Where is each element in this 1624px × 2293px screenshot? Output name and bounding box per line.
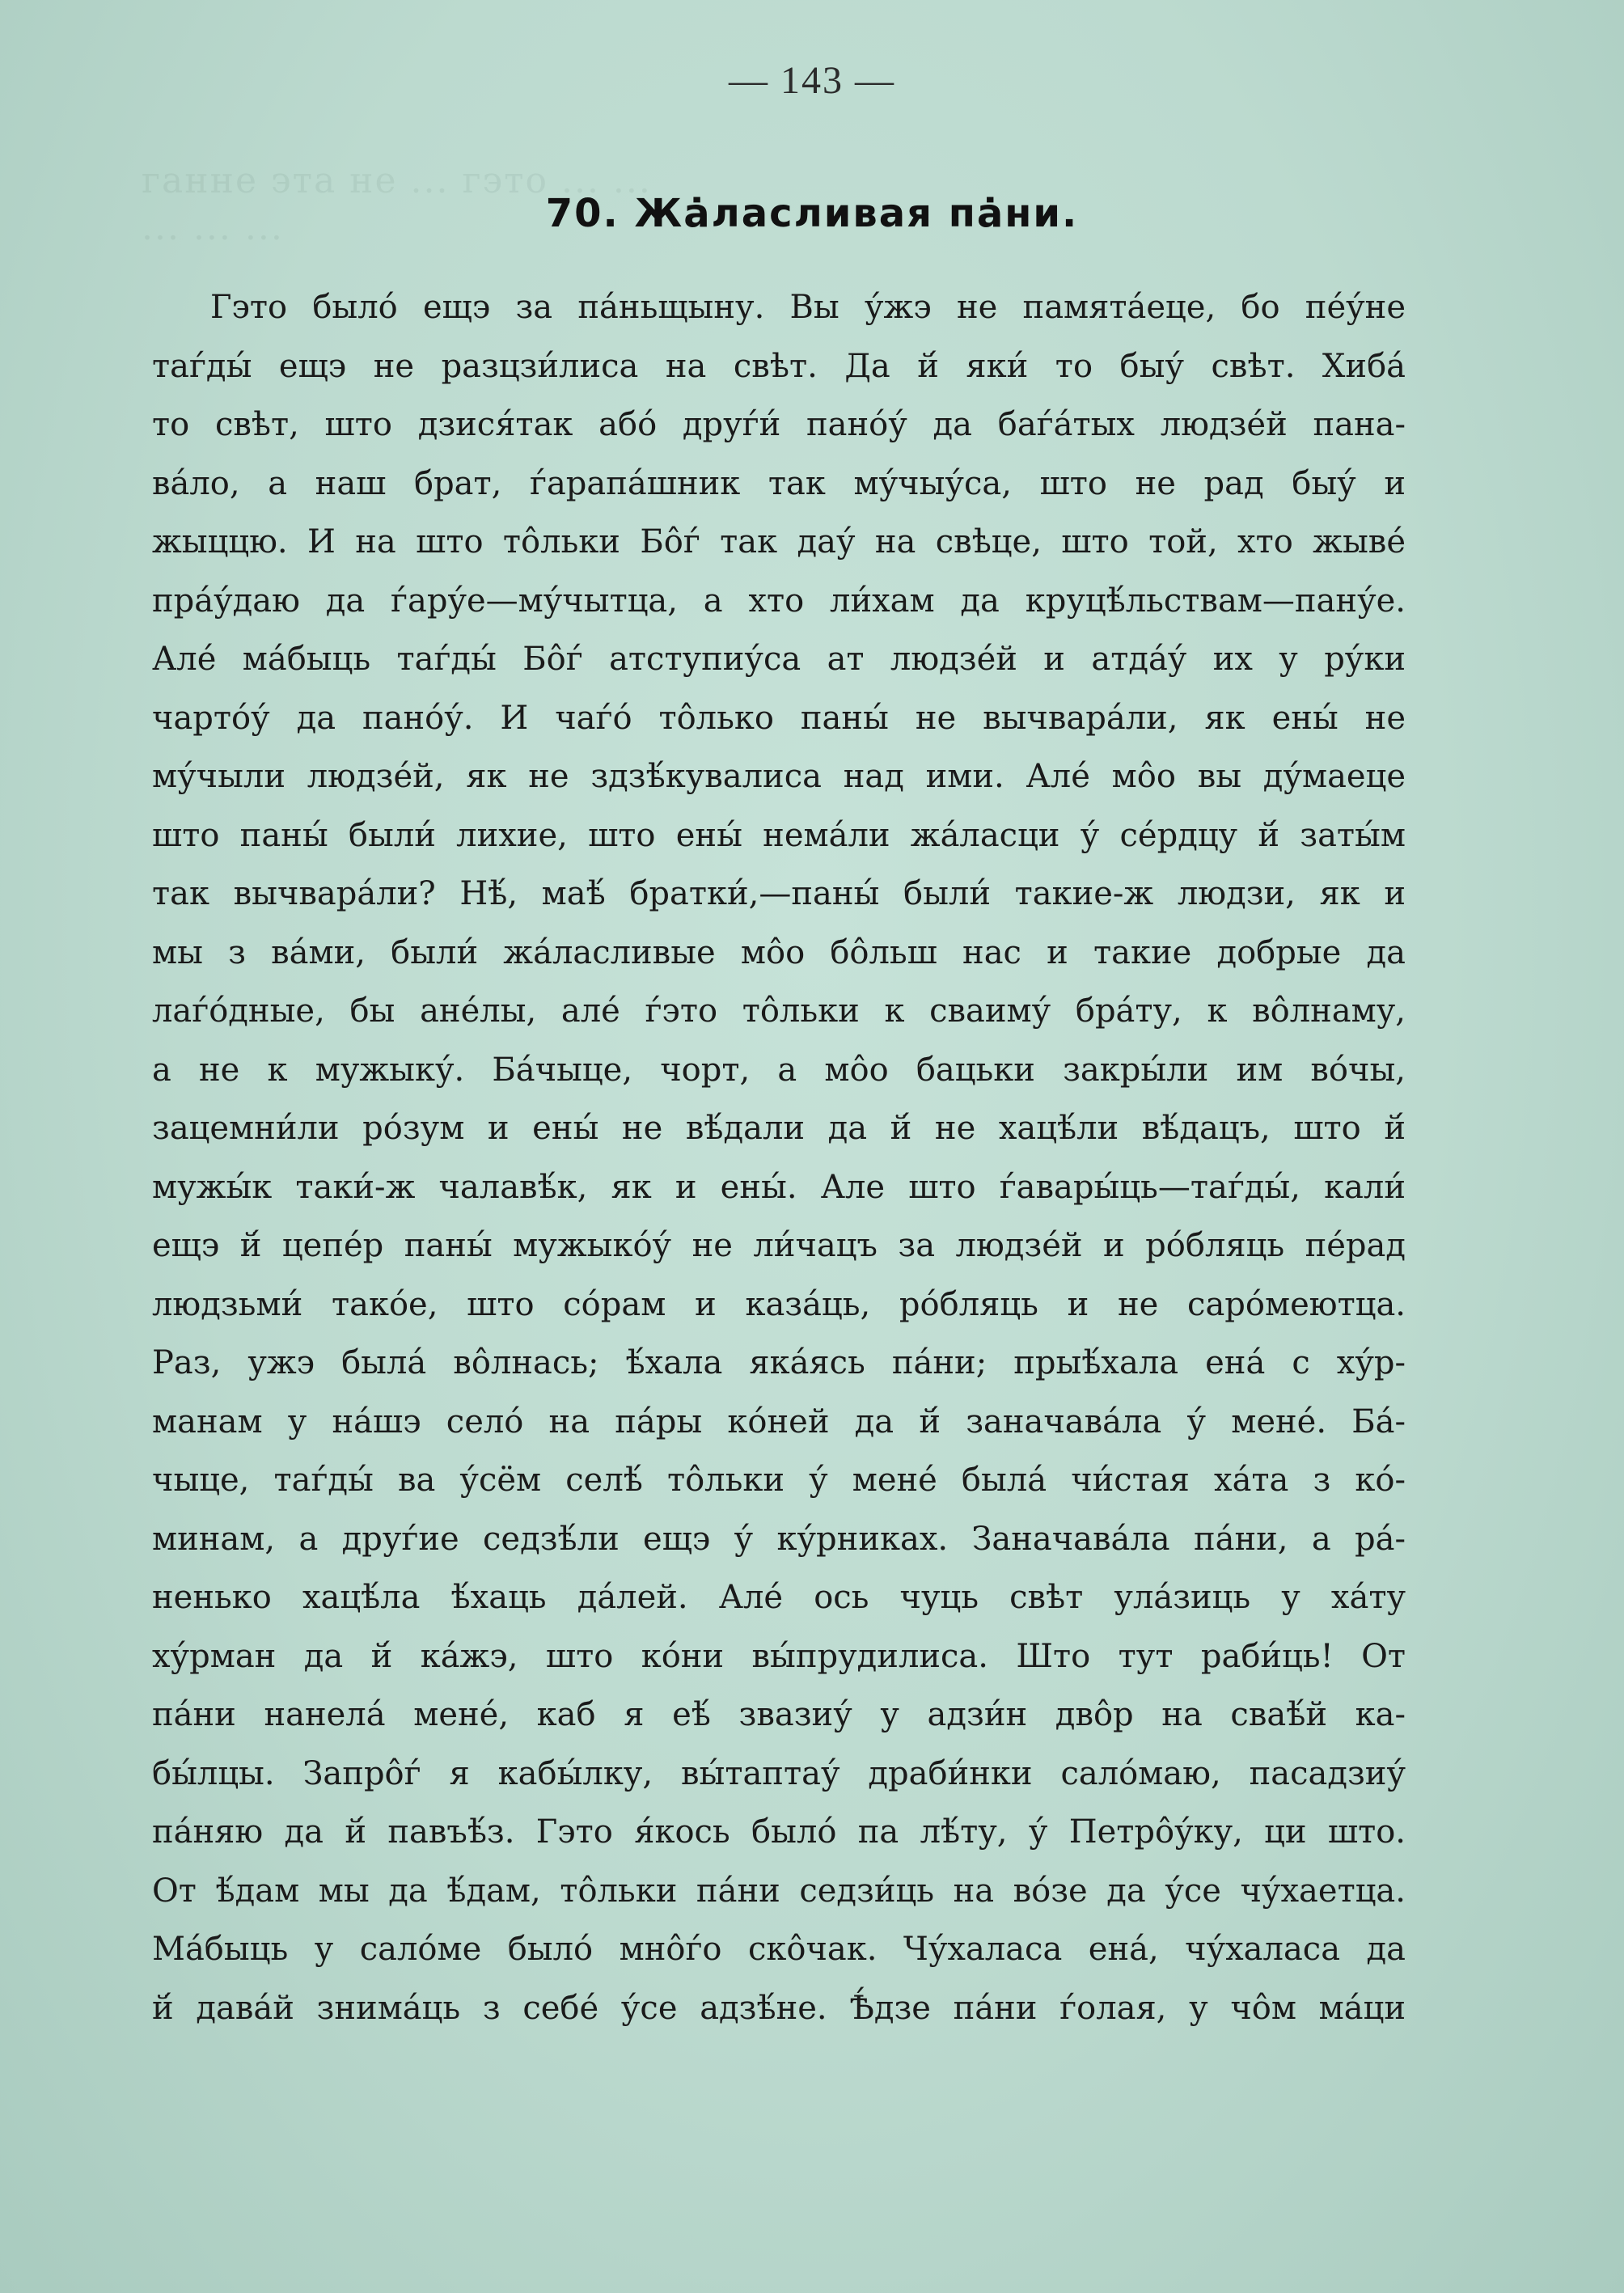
text-line: манам у на́шэ село́ на па́ры ко́ней да й́ заначава́ла у́ мене́. Ба́- [152,1402,1406,1441]
text-line: зацемни́ли ро́зум и ены́ не вѣ́дали да й́ не хацѣ́ли вѣ́дацъ, што й́ [152,1110,1406,1147]
text-line: лаѓо́дные, бы ане́лы, але́ ѓэто то̂льки к сваиму́ бра́ту, к во̂лнаму, [152,992,1406,1030]
text-line: таѓды́ ещэ не разцзи́лиса на свѣт. Да й́ яки́ то быу́ свѣт. Хиба́ [152,347,1406,385]
text-line: жыццю. И на што то̂льки Бо̂ѓ так дау́ на свѣце, што той, хто жыве́ [152,523,1406,561]
text-line: мужы́к таки́-ж чалавѣ́к, як и ены́. Але што ѓавары́ць—таѓды́, кали́ [152,1168,1406,1206]
text-line: пра́у́даю да ѓару́е—му́чытца, а хто ли́хам да круцѣ́льствам—пану́е. [152,582,1406,620]
text-line: ху́рман да й́ ка́жэ, што ко́ни вы́прудилиса. Што тут раби́ць! От [152,1637,1406,1675]
text-line: От ѣ́дам мы да ѣ́дам, то̂льки па́ни седзи́ць на во́зе да у́се чу́хаетца. [152,1872,1406,1910]
text-line: Гэто было́ ещэ за па́ньщыну. Вы у́жэ не памята́еце, бо пе́у́не [210,289,1406,326]
text-line: му́чыли людзе́й, як не здзѣ́кувалиса над ими. Але́ мо̂о вы ду́маеце [152,758,1406,795]
text-line: мы з ва́ми, были́ жа́ласливые мо̂о бо̂льш нас и такие добрые да [152,933,1406,971]
text-line: людзьми́ тако́е, што со́рам и каза́ць, ро́бляць и не саро́меютца. [152,1285,1406,1323]
text-line: так вычвара́ли? Нѣ́, маѣ́ братки́,—паны́ были́ такие-ж людзи, як и [152,875,1406,912]
text-line: што паны́ были́ лихие, што ены́ нема́ли жа́ласци у́ се́рдцу й́ заты́м [152,816,1406,854]
text-line: ненько хацѣ́ла ѣ́хаць да́лей. Але́ ось чуць свѣт ула́зиць у ха́ту [152,1579,1406,1616]
page-number: — 143 — [729,59,895,102]
text-line: ва́ло, а наш брат, ѓарапа́шник так му́чыу́са, што не рад быу́ и [152,464,1406,502]
story-text [152,278,1406,2037]
bleed-line-2: ... ... ... [142,207,284,248]
text-line: бы́лцы. Запро̂ѓ я кабы́лку, вы́таптау́ драби́нки сало́маю, пасадзиу́ [152,1754,1406,1792]
text-line: Раз, ужэ была́ во̂лнась; ѣ́хала яка́ясь па́ни; прыѣ́хала ена́ с ху́р- [152,1344,1406,1381]
chapter-title: 70. Жȧласливая пȧни. [545,191,1079,236]
text-line: Ма́быць у сало́ме было́ мно̂ѓо ско̂чак. Чу́халаса ена́, чу́халаса да [152,1931,1406,1968]
text-line: чарто́у́ да пано́у́. И чаѓо́ то̂лько паны́ не вычвара́ли, як ены́ не [152,699,1406,737]
text-line: а не к мужыку́. Ба́чыце, чорт, а мо̂о бацьки закры́ли им во́чы, [152,1051,1406,1089]
bleed-line-1: ганне эта не ... гэто ... ... [142,160,652,201]
text-line: ещэ й́ цепе́р паны́ мужыко́у́ не ли́чацъ за людзе́й и ро́бляць пе́рад [152,1227,1406,1264]
text-line: то свѣт, што дзися́так або́ друѓи́ пано́у́ да баѓа́тых людзе́й пана- [152,406,1406,443]
text-line: па́няю да й́ павъѣ́з. Гэто я́кось было́ па лѣ́ту, у́ Петро̂у́ку, ци што. [152,1813,1406,1851]
text-line: й́ дава́й знима́ць з себе́ у́се адзѣ́не. Ѣ́дзе па́ни ѓолая, у чо̂м ма́ци [152,1989,1406,2027]
text-line: чыце, таѓды́ ва у́сём селѣ́ то̂льки у́ мене́ была́ чи́стая ха́та з ко́- [152,1462,1406,1499]
text-line: минам, а друѓие седзѣ́ли ещэ у́ ку́рниках. Заначава́ла па́ни, а ра́- [152,1520,1406,1558]
text-line: па́ни нанела́ мене́, каб я еѣ́ звазиу́ у адзи́н дво̂р на сваѣ́й ка- [152,1696,1406,1733]
text-line: Але́ ма́быць таѓды́ Бо̂ѓ атступиу́са ат людзе́й и атда́у́ их у ру́ки [152,641,1406,678]
